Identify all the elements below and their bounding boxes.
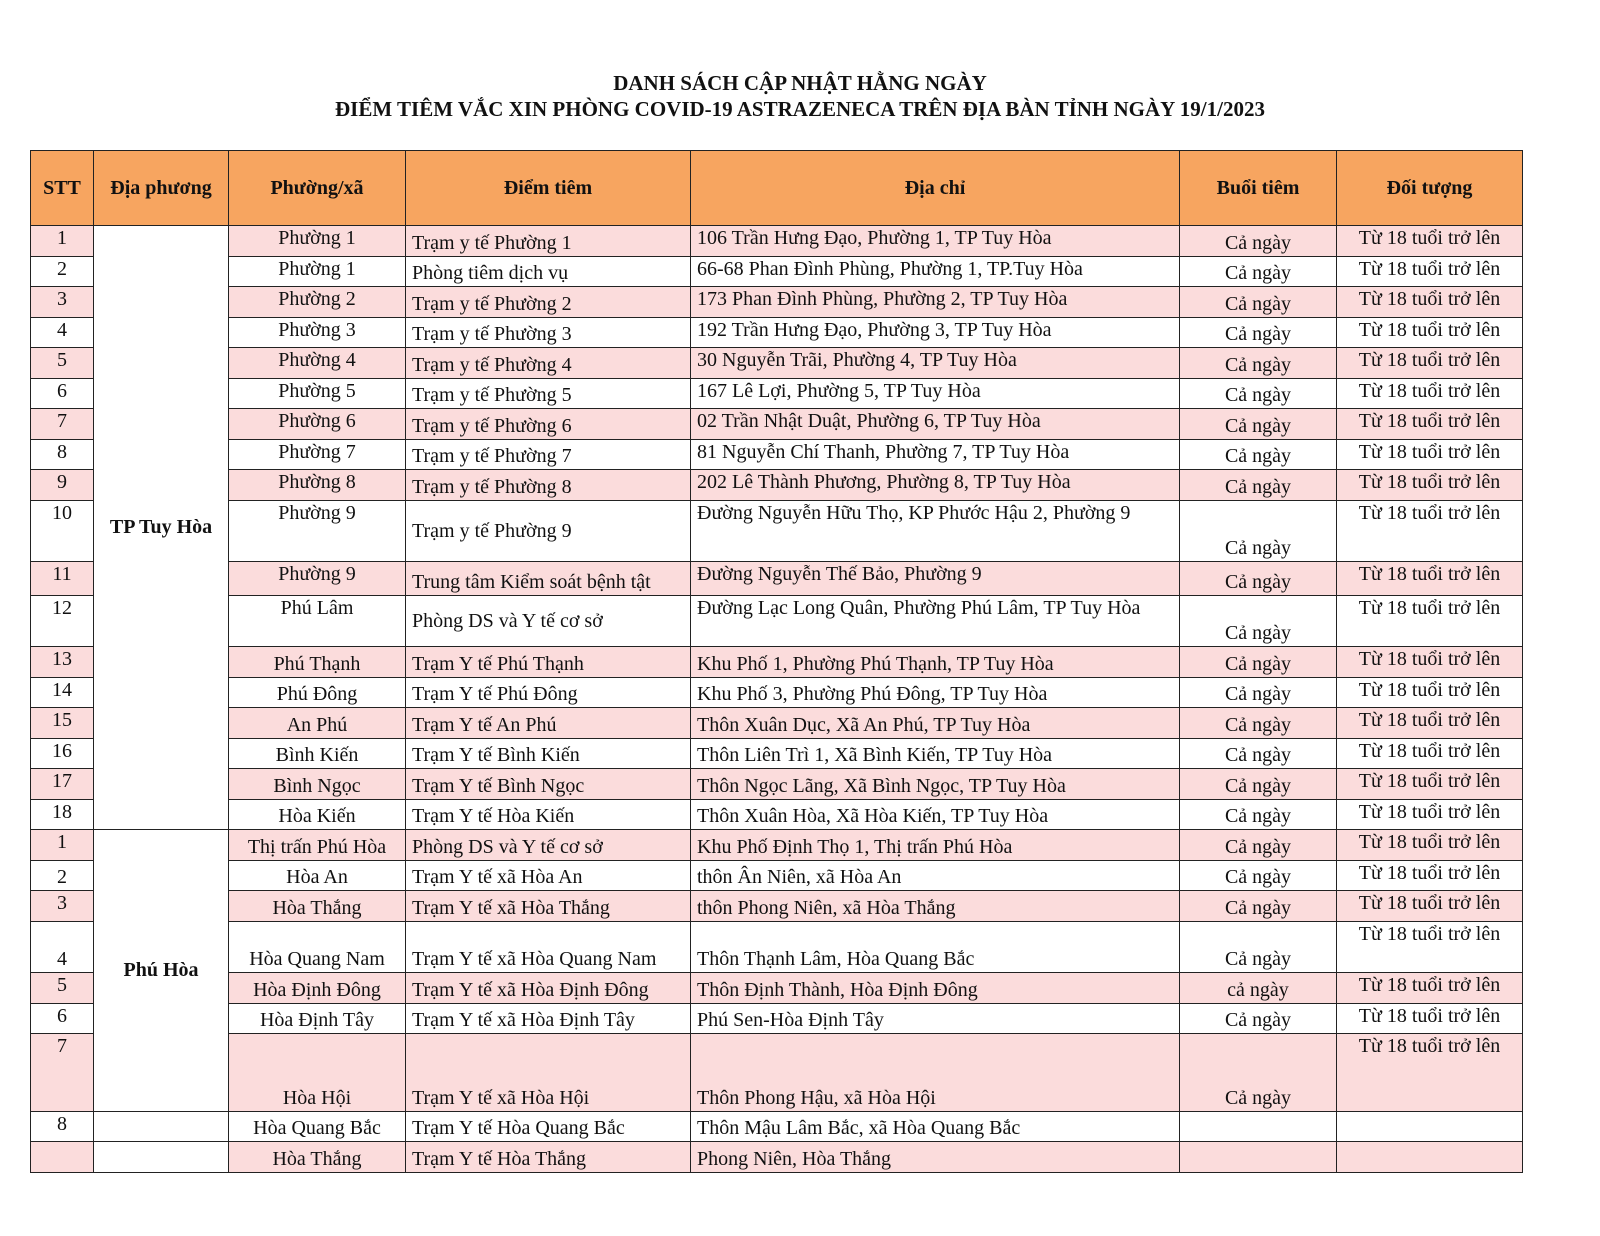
row-session: Cả ngày xyxy=(1180,226,1337,257)
row-target: Từ 18 tuổi trở lên xyxy=(1337,739,1523,769)
row-address: Thôn Phong Hậu, xã Hòa Hội xyxy=(691,1034,1180,1112)
row-stt: 16 xyxy=(31,739,94,769)
row-stt: 13 xyxy=(31,647,94,678)
row-target: Từ 18 tuổi trở lên xyxy=(1337,470,1523,501)
table-row xyxy=(31,318,1523,348)
row-stt: 4 xyxy=(31,922,94,973)
row-stt: 12 xyxy=(31,596,94,647)
row-stt: 6 xyxy=(31,379,94,409)
header-row xyxy=(31,151,1523,226)
header-target: Đối tượng xyxy=(1337,151,1523,226)
table-row xyxy=(31,501,1523,562)
row-session: Cả ngày xyxy=(1180,708,1337,739)
row-ward: Hòa Định Tây xyxy=(229,1004,406,1034)
table-row xyxy=(31,257,1523,287)
table-row xyxy=(31,440,1523,470)
row-target: Từ 18 tuổi trở lên xyxy=(1337,562,1523,596)
row-target: Từ 18 tuổi trở lên xyxy=(1337,287,1523,318)
row-target: Từ 18 tuổi trở lên xyxy=(1337,891,1523,922)
row-stt: 11 xyxy=(31,562,94,596)
row-stt: 7 xyxy=(31,1034,94,1112)
row-address: 173 Phan Đình Phùng, Phường 2, TP Tuy Hòa xyxy=(691,287,1180,318)
row-address: 81 Nguyễn Chí Thanh, Phường 7, TP Tuy Hòa xyxy=(691,440,1180,470)
row-session: Cả ngày xyxy=(1180,318,1337,348)
row-target: Từ 18 tuổi trở lên xyxy=(1337,800,1523,830)
row-session: Cả ngày xyxy=(1180,739,1337,769)
row-ward: Hòa Quang Bắc xyxy=(229,1112,406,1142)
row-target: Từ 18 tuổi trở lên xyxy=(1337,379,1523,409)
row-session: Cả ngày xyxy=(1180,562,1337,596)
row-stt: 2 xyxy=(31,257,94,287)
row-stt: 1 xyxy=(31,226,94,257)
table-row xyxy=(31,348,1523,379)
row-stt: 15 xyxy=(31,708,94,739)
row-session: Cả ngày xyxy=(1180,287,1337,318)
row-session: Cả ngày xyxy=(1180,257,1337,287)
row-site: Trạm Y tế xã Hòa An xyxy=(406,861,691,891)
row-address: Thôn Xuân Hòa, Xã Hòa Kiến, TP Tuy Hòa xyxy=(691,800,1180,830)
row-ward: Hòa Thắng xyxy=(229,1142,406,1173)
row-address: 202 Lê Thành Phương, Phường 8, TP Tuy Hòa xyxy=(691,470,1180,501)
row-target: Từ 18 tuổi trở lên xyxy=(1337,861,1523,891)
row-site: Trạm y tế Phường 5 xyxy=(406,379,691,409)
row-stt: 1 xyxy=(31,830,94,861)
vaccination-sites-table-wrapper xyxy=(30,150,1523,1173)
row-target: Từ 18 tuổi trở lên xyxy=(1337,830,1523,861)
row-ward: Phú Thạnh xyxy=(229,647,406,678)
row-session: Cả ngày xyxy=(1180,1004,1337,1034)
table-row xyxy=(31,1004,1523,1034)
row-address: Thôn Liên Trì 1, Xã Bình Kiến, TP Tuy Hòa xyxy=(691,739,1180,769)
row-stt: 5 xyxy=(31,973,94,1004)
row-ward: Phường 2 xyxy=(229,287,406,318)
district-tp-tuy-hoa: TP Tuy Hòa xyxy=(94,226,229,830)
row-ward: An Phú xyxy=(229,708,406,739)
row-stt: 3 xyxy=(31,891,94,922)
row-session: Cả ngày xyxy=(1180,409,1337,440)
row-stt: 7 xyxy=(31,409,94,440)
row-target: Từ 18 tuổi trở lên xyxy=(1337,318,1523,348)
row-ward: Hòa Quang Nam xyxy=(229,922,406,973)
row-site: Trạm y tế Phường 7 xyxy=(406,440,691,470)
row-ward: Phường 3 xyxy=(229,318,406,348)
row-target xyxy=(1337,1142,1523,1173)
row-ward: Phường 9 xyxy=(229,501,406,562)
row-site: Trung tâm Kiểm soát bệnh tật xyxy=(406,562,691,596)
table-row xyxy=(31,470,1523,501)
document-title xyxy=(0,70,1600,122)
table-row xyxy=(31,226,1523,257)
row-session: Cả ngày xyxy=(1180,647,1337,678)
district-phu-hoa: Phú Hòa xyxy=(94,830,229,1112)
row-site: Trạm Y tế xã Hòa Hội xyxy=(406,1034,691,1112)
row-address: Thôn Xuân Dục, Xã An Phú, TP Tuy Hòa xyxy=(691,708,1180,739)
row-target: Từ 18 tuổi trở lên xyxy=(1337,647,1523,678)
row-address: 167 Lê Lợi, Phường 5, TP Tuy Hòa xyxy=(691,379,1180,409)
row-target: Từ 18 tuổi trở lên xyxy=(1337,409,1523,440)
table-row xyxy=(31,769,1523,800)
table-row xyxy=(31,1142,1523,1173)
row-address: Đường Nguyễn Hữu Thọ, KP Phước Hậu 2, Phường 9 xyxy=(691,501,1180,562)
row-target: Từ 18 tuổi trở lên xyxy=(1337,348,1523,379)
row-address: 192 Trần Hưng Đạo, Phường 3, TP Tuy Hòa xyxy=(691,318,1180,348)
row-session xyxy=(1180,1112,1337,1142)
table-row xyxy=(31,287,1523,318)
row-stt: 10 xyxy=(31,501,94,562)
row-session: Cả ngày xyxy=(1180,501,1337,562)
row-ward: Hòa Thắng xyxy=(229,891,406,922)
row-site: Phòng DS và Y tế cơ sở xyxy=(406,830,691,861)
row-address: Đường Lạc Long Quân, Phường Phú Lâm, TP Tuy Hòa xyxy=(691,596,1180,647)
row-address: Thôn Mậu Lâm Bắc, xã Hòa Quang Bắc xyxy=(691,1112,1180,1142)
row-site: Trạm y tế Phường 6 xyxy=(406,409,691,440)
table-row xyxy=(31,596,1523,647)
row-ward: Bình Ngọc xyxy=(229,769,406,800)
row-ward: Phú Đông xyxy=(229,678,406,708)
header-address: Địa chỉ xyxy=(691,151,1180,226)
row-address: Thôn Định Thành, Hòa Định Đông xyxy=(691,973,1180,1004)
row-target: Từ 18 tuổi trở lên xyxy=(1337,440,1523,470)
row-address: Khu Phố 3, Phường Phú Đông, TP Tuy Hòa xyxy=(691,678,1180,708)
row-site: Trạm y tế Phường 9 xyxy=(406,501,691,562)
row-address: Thôn Ngọc Lãng, Xã Bình Ngọc, TP Tuy Hòa xyxy=(691,769,1180,800)
row-session: Cả ngày xyxy=(1180,922,1337,973)
header-stt: STT xyxy=(31,151,94,226)
row-stt: 8 xyxy=(31,440,94,470)
header-site: Điểm tiêm xyxy=(406,151,691,226)
table-body xyxy=(31,226,1523,1173)
row-session: Cả ngày xyxy=(1180,379,1337,409)
header-ward: Phường/xã xyxy=(229,151,406,226)
row-session: Cả ngày xyxy=(1180,861,1337,891)
table-row xyxy=(31,739,1523,769)
row-ward: Phường 4 xyxy=(229,348,406,379)
table-row xyxy=(31,379,1523,409)
title-line-1: DANH SÁCH CẬP NHẬT HẰNG NGÀY xyxy=(613,71,987,95)
row-address: Đường Nguyễn Thế Bảo, Phường 9 xyxy=(691,562,1180,596)
row-stt: 18 xyxy=(31,800,94,830)
row-target: Từ 18 tuổi trở lên xyxy=(1337,257,1523,287)
table-row xyxy=(31,861,1523,891)
row-target: Từ 18 tuổi trở lên xyxy=(1337,1034,1523,1112)
row-site: Trạm Y tế Bình Kiến xyxy=(406,739,691,769)
row-site: Trạm Y tế An Phú xyxy=(406,708,691,739)
row-stt: 6 xyxy=(31,1004,94,1034)
row-address: 02 Trần Nhật Duật, Phường 6, TP Tuy Hòa xyxy=(691,409,1180,440)
row-site: Trạm Y tế xã Hòa Quang Nam xyxy=(406,922,691,973)
row-target: Từ 18 tuổi trở lên xyxy=(1337,596,1523,647)
row-stt: 4 xyxy=(31,318,94,348)
row-site: Trạm y tế Phường 3 xyxy=(406,318,691,348)
table-row xyxy=(31,922,1523,973)
row-stt xyxy=(31,1142,94,1173)
row-ward: Phường 8 xyxy=(229,470,406,501)
header-district: Địa phương xyxy=(94,151,229,226)
table-row xyxy=(31,1112,1523,1142)
table-row xyxy=(31,409,1523,440)
row-address: Thôn Thạnh Lâm, Hòa Quang Bắc xyxy=(691,922,1180,973)
row-session: Cả ngày xyxy=(1180,769,1337,800)
row-site: Trạm y tế Phường 4 xyxy=(406,348,691,379)
row-address: thôn Ân Niên, xã Hòa An xyxy=(691,861,1180,891)
vaccination-sites-table xyxy=(30,150,1523,1173)
row-site: Trạm y tế Phường 1 xyxy=(406,226,691,257)
table-row xyxy=(31,800,1523,830)
table-row xyxy=(31,647,1523,678)
row-site: Trạm Y tế Phú Thạnh xyxy=(406,647,691,678)
row-ward: Hòa Kiến xyxy=(229,800,406,830)
row-target: Từ 18 tuổi trở lên xyxy=(1337,226,1523,257)
row-session: cả ngày xyxy=(1180,973,1337,1004)
row-site: Trạm y tế Phường 2 xyxy=(406,287,691,318)
row-stt: 9 xyxy=(31,470,94,501)
row-address: Phú Sen-Hòa Định Tây xyxy=(691,1004,1180,1034)
row-session: Cả ngày xyxy=(1180,470,1337,501)
row-address: thôn Phong Niên, xã Hòa Thắng xyxy=(691,891,1180,922)
row-site: Trạm Y tế Hòa Thắng xyxy=(406,1142,691,1173)
row-site: Trạm Y tế xã Hòa Thắng xyxy=(406,891,691,922)
row-session: Cả ngày xyxy=(1180,678,1337,708)
table-row xyxy=(31,678,1523,708)
title-line-2: ĐIỂM TIÊM VẮC XIN PHÒNG COVID-19 ASTRAZENECA TRÊN ĐỊA BÀN TỈNH NGÀY 19/1/2023 xyxy=(335,97,1265,121)
table-row xyxy=(31,1034,1523,1112)
row-ward: Hòa An xyxy=(229,861,406,891)
row-target: Từ 18 tuổi trở lên xyxy=(1337,708,1523,739)
row-stt: 5 xyxy=(31,348,94,379)
row-session: Cả ngày xyxy=(1180,348,1337,379)
row-site: Trạm Y tế Hòa Quang Bắc xyxy=(406,1112,691,1142)
row-site: Trạm Y tế Phú Đông xyxy=(406,678,691,708)
row-address: Phong Niên, Hòa Thắng xyxy=(691,1142,1180,1173)
row-ward: Phường 1 xyxy=(229,257,406,287)
row-stt: 3 xyxy=(31,287,94,318)
district-empty xyxy=(94,1142,229,1173)
row-ward: Thị trấn Phú Hòa xyxy=(229,830,406,861)
row-session: Cả ngày xyxy=(1180,891,1337,922)
row-ward: Phường 1 xyxy=(229,226,406,257)
row-address: 66-68 Phan Đình Phùng, Phường 1, TP.Tuy Hòa xyxy=(691,257,1180,287)
row-ward: Phường 5 xyxy=(229,379,406,409)
row-session: Cả ngày xyxy=(1180,1034,1337,1112)
district-empty xyxy=(94,1112,229,1142)
row-stt: 17 xyxy=(31,769,94,800)
table-row xyxy=(31,562,1523,596)
row-target: Từ 18 tuổi trở lên xyxy=(1337,1004,1523,1034)
row-session: Cả ngày xyxy=(1180,440,1337,470)
row-ward: Phường 7 xyxy=(229,440,406,470)
row-site: Phòng tiêm dịch vụ xyxy=(406,257,691,287)
row-target xyxy=(1337,1112,1523,1142)
row-address: 106 Trần Hưng Đạo, Phường 1, TP Tuy Hòa xyxy=(691,226,1180,257)
row-ward: Phú Lâm xyxy=(229,596,406,647)
table-row xyxy=(31,973,1523,1004)
row-site: Trạm Y tế xã Hòa Định Tây xyxy=(406,1004,691,1034)
row-address: Khu Phố 1, Phường Phú Thạnh, TP Tuy Hòa xyxy=(691,647,1180,678)
row-session: Cả ngày xyxy=(1180,800,1337,830)
row-stt: 14 xyxy=(31,678,94,708)
row-ward: Hòa Định Đông xyxy=(229,973,406,1004)
row-target: Từ 18 tuổi trở lên xyxy=(1337,678,1523,708)
row-ward: Phường 6 xyxy=(229,409,406,440)
table-row xyxy=(31,891,1523,922)
row-target: Từ 18 tuổi trở lên xyxy=(1337,973,1523,1004)
table-row xyxy=(31,830,1523,861)
row-ward: Bình Kiến xyxy=(229,739,406,769)
row-ward: Hòa Hội xyxy=(229,1034,406,1112)
row-target: Từ 18 tuổi trở lên xyxy=(1337,501,1523,562)
row-target: Từ 18 tuổi trở lên xyxy=(1337,769,1523,800)
row-site: Trạm Y tế Bình Ngọc xyxy=(406,769,691,800)
row-stt: 2 xyxy=(31,861,94,891)
row-address: Khu Phố Định Thọ 1, Thị trấn Phú Hòa xyxy=(691,830,1180,861)
table-row xyxy=(31,708,1523,739)
row-session: Cả ngày xyxy=(1180,596,1337,647)
row-site: Trạm y tế Phường 8 xyxy=(406,470,691,501)
row-target: Từ 18 tuổi trở lên xyxy=(1337,922,1523,973)
row-address: 30 Nguyễn Trãi, Phường 4, TP Tuy Hòa xyxy=(691,348,1180,379)
row-stt: 8 xyxy=(31,1112,94,1142)
header-session: Buổi tiêm xyxy=(1180,151,1337,226)
row-site: Trạm Y tế xã Hòa Định Đông xyxy=(406,973,691,1004)
row-session xyxy=(1180,1142,1337,1173)
row-ward: Phường 9 xyxy=(229,562,406,596)
row-site: Trạm Y tế Hòa Kiến xyxy=(406,800,691,830)
row-site: Phòng DS và Y tế cơ sở xyxy=(406,596,691,647)
row-session: Cả ngày xyxy=(1180,830,1337,861)
